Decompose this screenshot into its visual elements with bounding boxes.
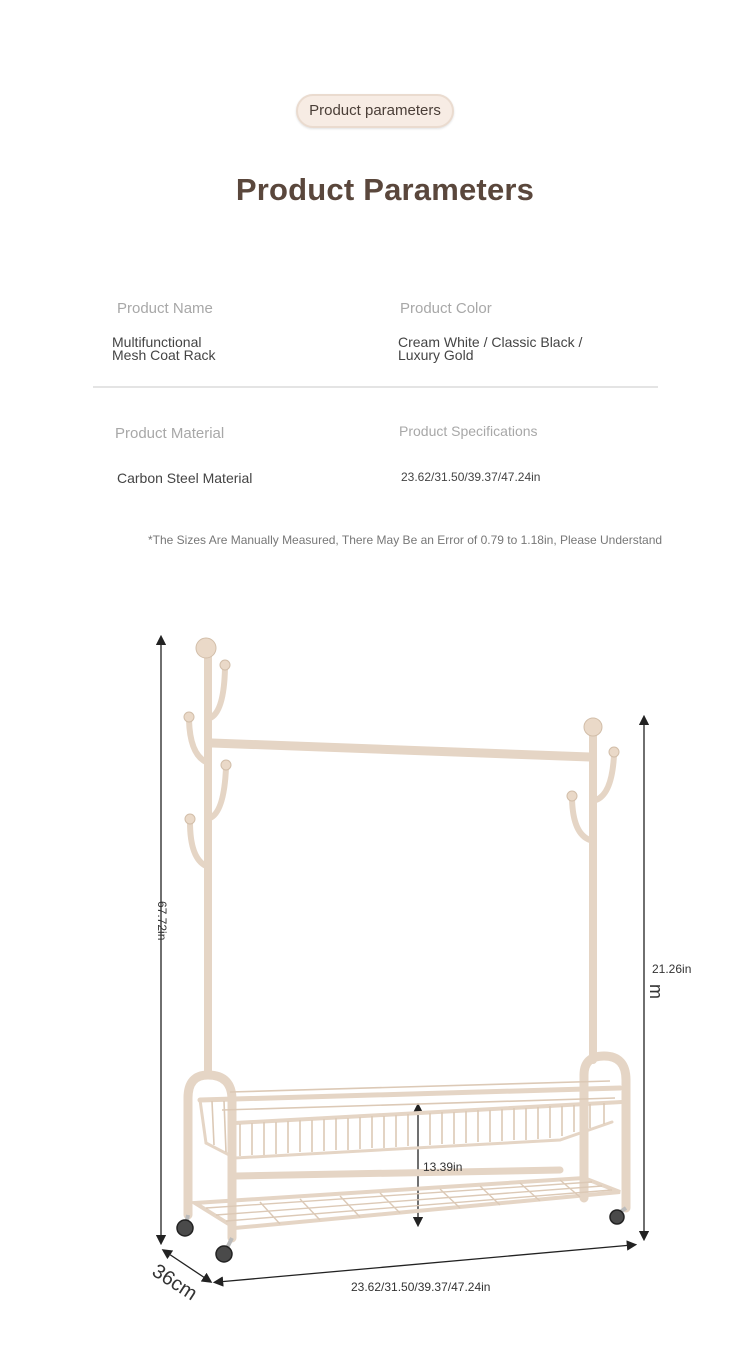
left-hook-lower-right	[210, 768, 226, 818]
basket-rim	[200, 1088, 620, 1100]
product-name-value-line1: Multifunctional	[112, 334, 202, 350]
right-hook-right	[596, 755, 614, 800]
left-hook-lower-left	[190, 822, 206, 866]
basket-height-dimension-label: 13.39in	[423, 1160, 463, 1174]
right-pole-top-ball	[584, 718, 602, 736]
height-dimension-label: 67.72in	[155, 901, 169, 941]
product-material-label: Product Material	[115, 425, 225, 442]
product-color-value-line2: Luxury Gold	[398, 347, 474, 363]
product-name-label: Product Name	[117, 300, 213, 317]
product-material-value: Carbon Steel Material	[117, 470, 253, 486]
hanging-bar	[212, 743, 590, 757]
basket-front-rim	[235, 1102, 622, 1123]
product-specifications-value: 23.62/31.50/39.37/47.24in	[401, 470, 541, 484]
product-color-label: Product Color	[400, 300, 492, 317]
width-dimension-label: 23.62/31.50/39.37/47.24in	[351, 1280, 491, 1294]
left-pole-top-ball	[196, 638, 216, 658]
product-name-value-line2: Mesh Coat Rack	[112, 347, 216, 363]
caster-wheels	[177, 1208, 626, 1262]
product-parameters-badge: Product parameters	[296, 94, 454, 128]
depth-dimension-label: 36cm	[148, 1260, 202, 1306]
left-hook-upper-right	[210, 668, 225, 718]
right-hook-left	[572, 799, 590, 840]
width-dimension-line	[218, 1245, 632, 1282]
product-color-value-line1: Cream White / Classic Black /	[398, 334, 583, 350]
side-height-dimension-label: 21.26in	[652, 962, 692, 976]
product-specifications-label: Product Specifications	[399, 423, 538, 439]
lower-shelf	[195, 1178, 620, 1228]
basket-bottom	[206, 1122, 612, 1158]
side-height-unit-label: m	[646, 984, 666, 999]
page-title: Product Parameters	[235, 172, 535, 207]
measurement-note: *The Sizes Are Manually Measured, There May Be an Error of 0.79 to 1.18in, Please Understand	[148, 533, 663, 547]
left-hook-upper-left	[189, 720, 206, 762]
